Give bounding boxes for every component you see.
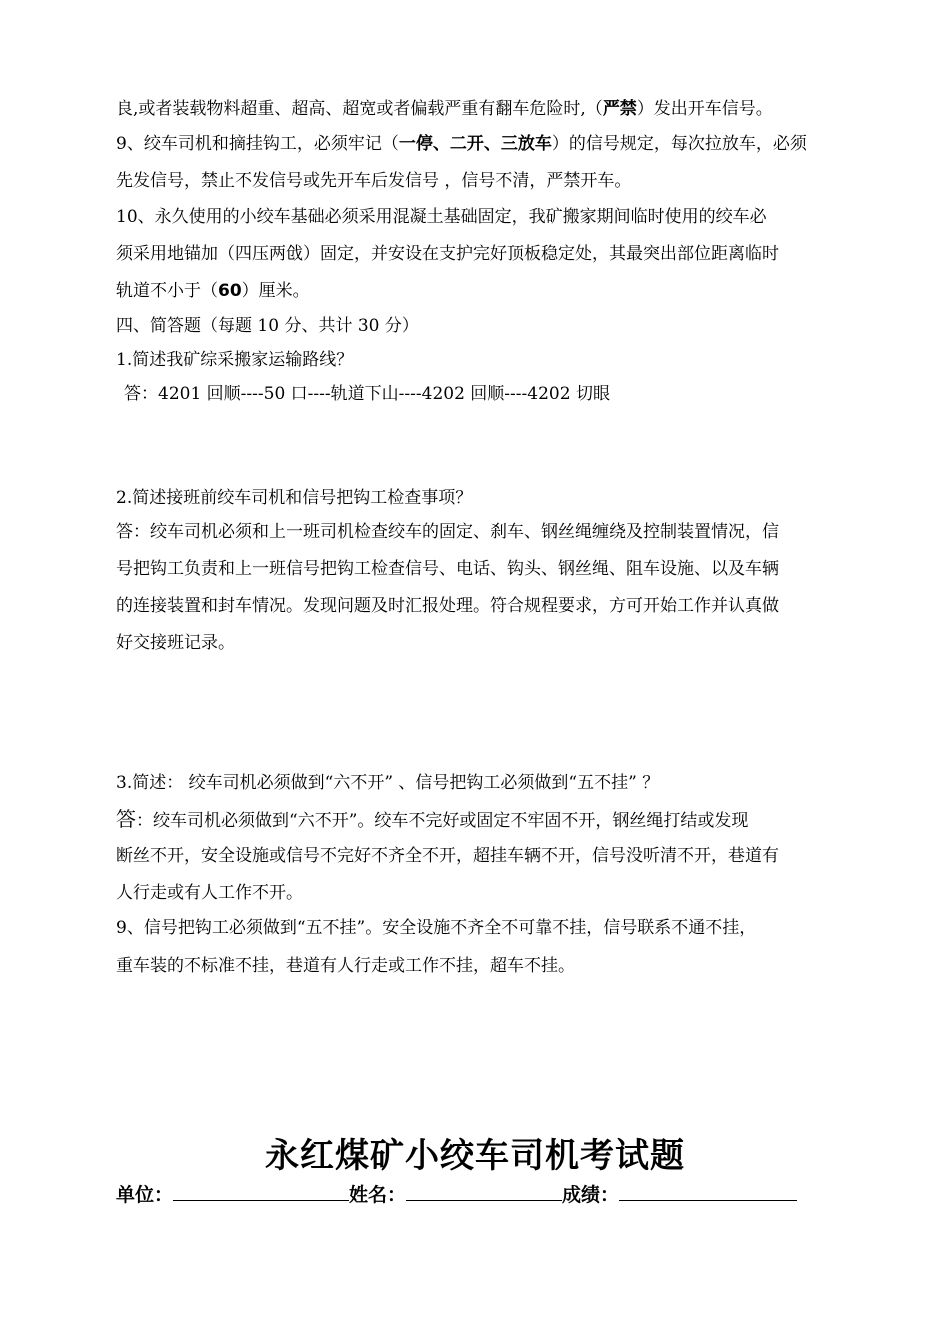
exam-info-row: [116, 1180, 797, 1207]
answer-line: 答：绞车司机必须和上一班司机检查绞车的固定、刹车、钢丝绳缠绕及控制装置情况，信: [116, 522, 779, 542]
answer-line: 重车装的不标准不挂，巷道有人行走或工作不挂，超车不挂。: [116, 956, 575, 976]
answer-marker: 答: [116, 807, 136, 831]
answer-line: 号把钩工负责和上一班信号把钩工检查信号、电话、钩头、钢丝绳、阻车设施、以及车辆: [116, 559, 779, 579]
text-segment: 良,或者装载物料超重、超高、超宽或者偏载严重有翻车危险时,（: [116, 99, 603, 119]
text-line: 先发信号，禁止不发信号或先开车后发信号 ，信号不清，严禁开车。: [116, 171, 632, 191]
name-label: 姓名：: [349, 1184, 407, 1206]
text-line: [116, 133, 807, 155]
text-segment: ）的信号规定，每次拉放车，必须: [551, 134, 807, 154]
answer-line: 人行走或有人工作不开。: [116, 883, 303, 903]
answer-line: [116, 808, 748, 832]
unit-field[interactable]: [173, 1184, 349, 1201]
answer-line: 好交接班记录。: [116, 633, 235, 653]
answer-line: 断丝不开，安全设施或信号不完好不齐全不开，超挂车辆不开，信号没听清不开，巷道有: [116, 846, 779, 866]
text-segment: ）厘米。: [241, 281, 310, 301]
text-line: [116, 280, 310, 302]
question: 3.简述： 绞车司机必须做到“六不开” 、信号把钩工必须做到“五不挂” ？: [116, 773, 660, 793]
unit-label: 单位：: [116, 1184, 174, 1206]
bold-answer: 一停、二开、三放车: [398, 134, 552, 154]
question: 1.简述我矿综采搬家运输路线？: [116, 350, 354, 370]
answer-line: 9、信号把钩工必须做到“五不挂”。安全设施不齐全不可靠不挂，信号联系不通不挂，: [116, 918, 757, 938]
bold-answer: 严禁: [602, 99, 637, 119]
text-segment: 轨道不小于（: [116, 281, 218, 301]
page-title: 永红煤矿小绞车司机考试题: [265, 1136, 685, 1176]
answer-line: 的连接装置和封车情况。发现问题及时汇报处理。符合规程要求，方可开始工作并认真做: [116, 596, 779, 616]
text-line: [116, 98, 773, 120]
score-field[interactable]: [619, 1184, 797, 1201]
question: 2.简述接班前绞车司机和信号把钩工检查事项？: [116, 488, 473, 508]
text-line: 10、永久使用的小绞车基础必须采用混凝土基础固定，我矿搬家期间临时使用的绞车必: [116, 207, 767, 227]
text-segment: ）发出开车信号。: [636, 99, 773, 119]
text-segment: 9、绞车司机和摘挂钩工，必须牢记（: [116, 134, 399, 154]
bold-answer: 60: [218, 281, 242, 301]
text-segment: ：绞车司机必须做到“六不开”。绞车不完好或固定不牢固不开，钢丝绳打结或发现: [136, 811, 749, 831]
score-label: 成绩：: [562, 1184, 620, 1206]
section-heading: 四、简答题（每题 10 分、共计 30 分）: [116, 316, 419, 336]
name-field[interactable]: [406, 1184, 562, 1201]
text-line: 须采用地锚加（四压两戗）固定，并安设在支护完好顶板稳定处，其最突出部位距离临时: [116, 244, 779, 264]
answer: 答：4201 回顺----50 口----轨道下山----4202 回顺----4202 切眼: [124, 384, 610, 404]
